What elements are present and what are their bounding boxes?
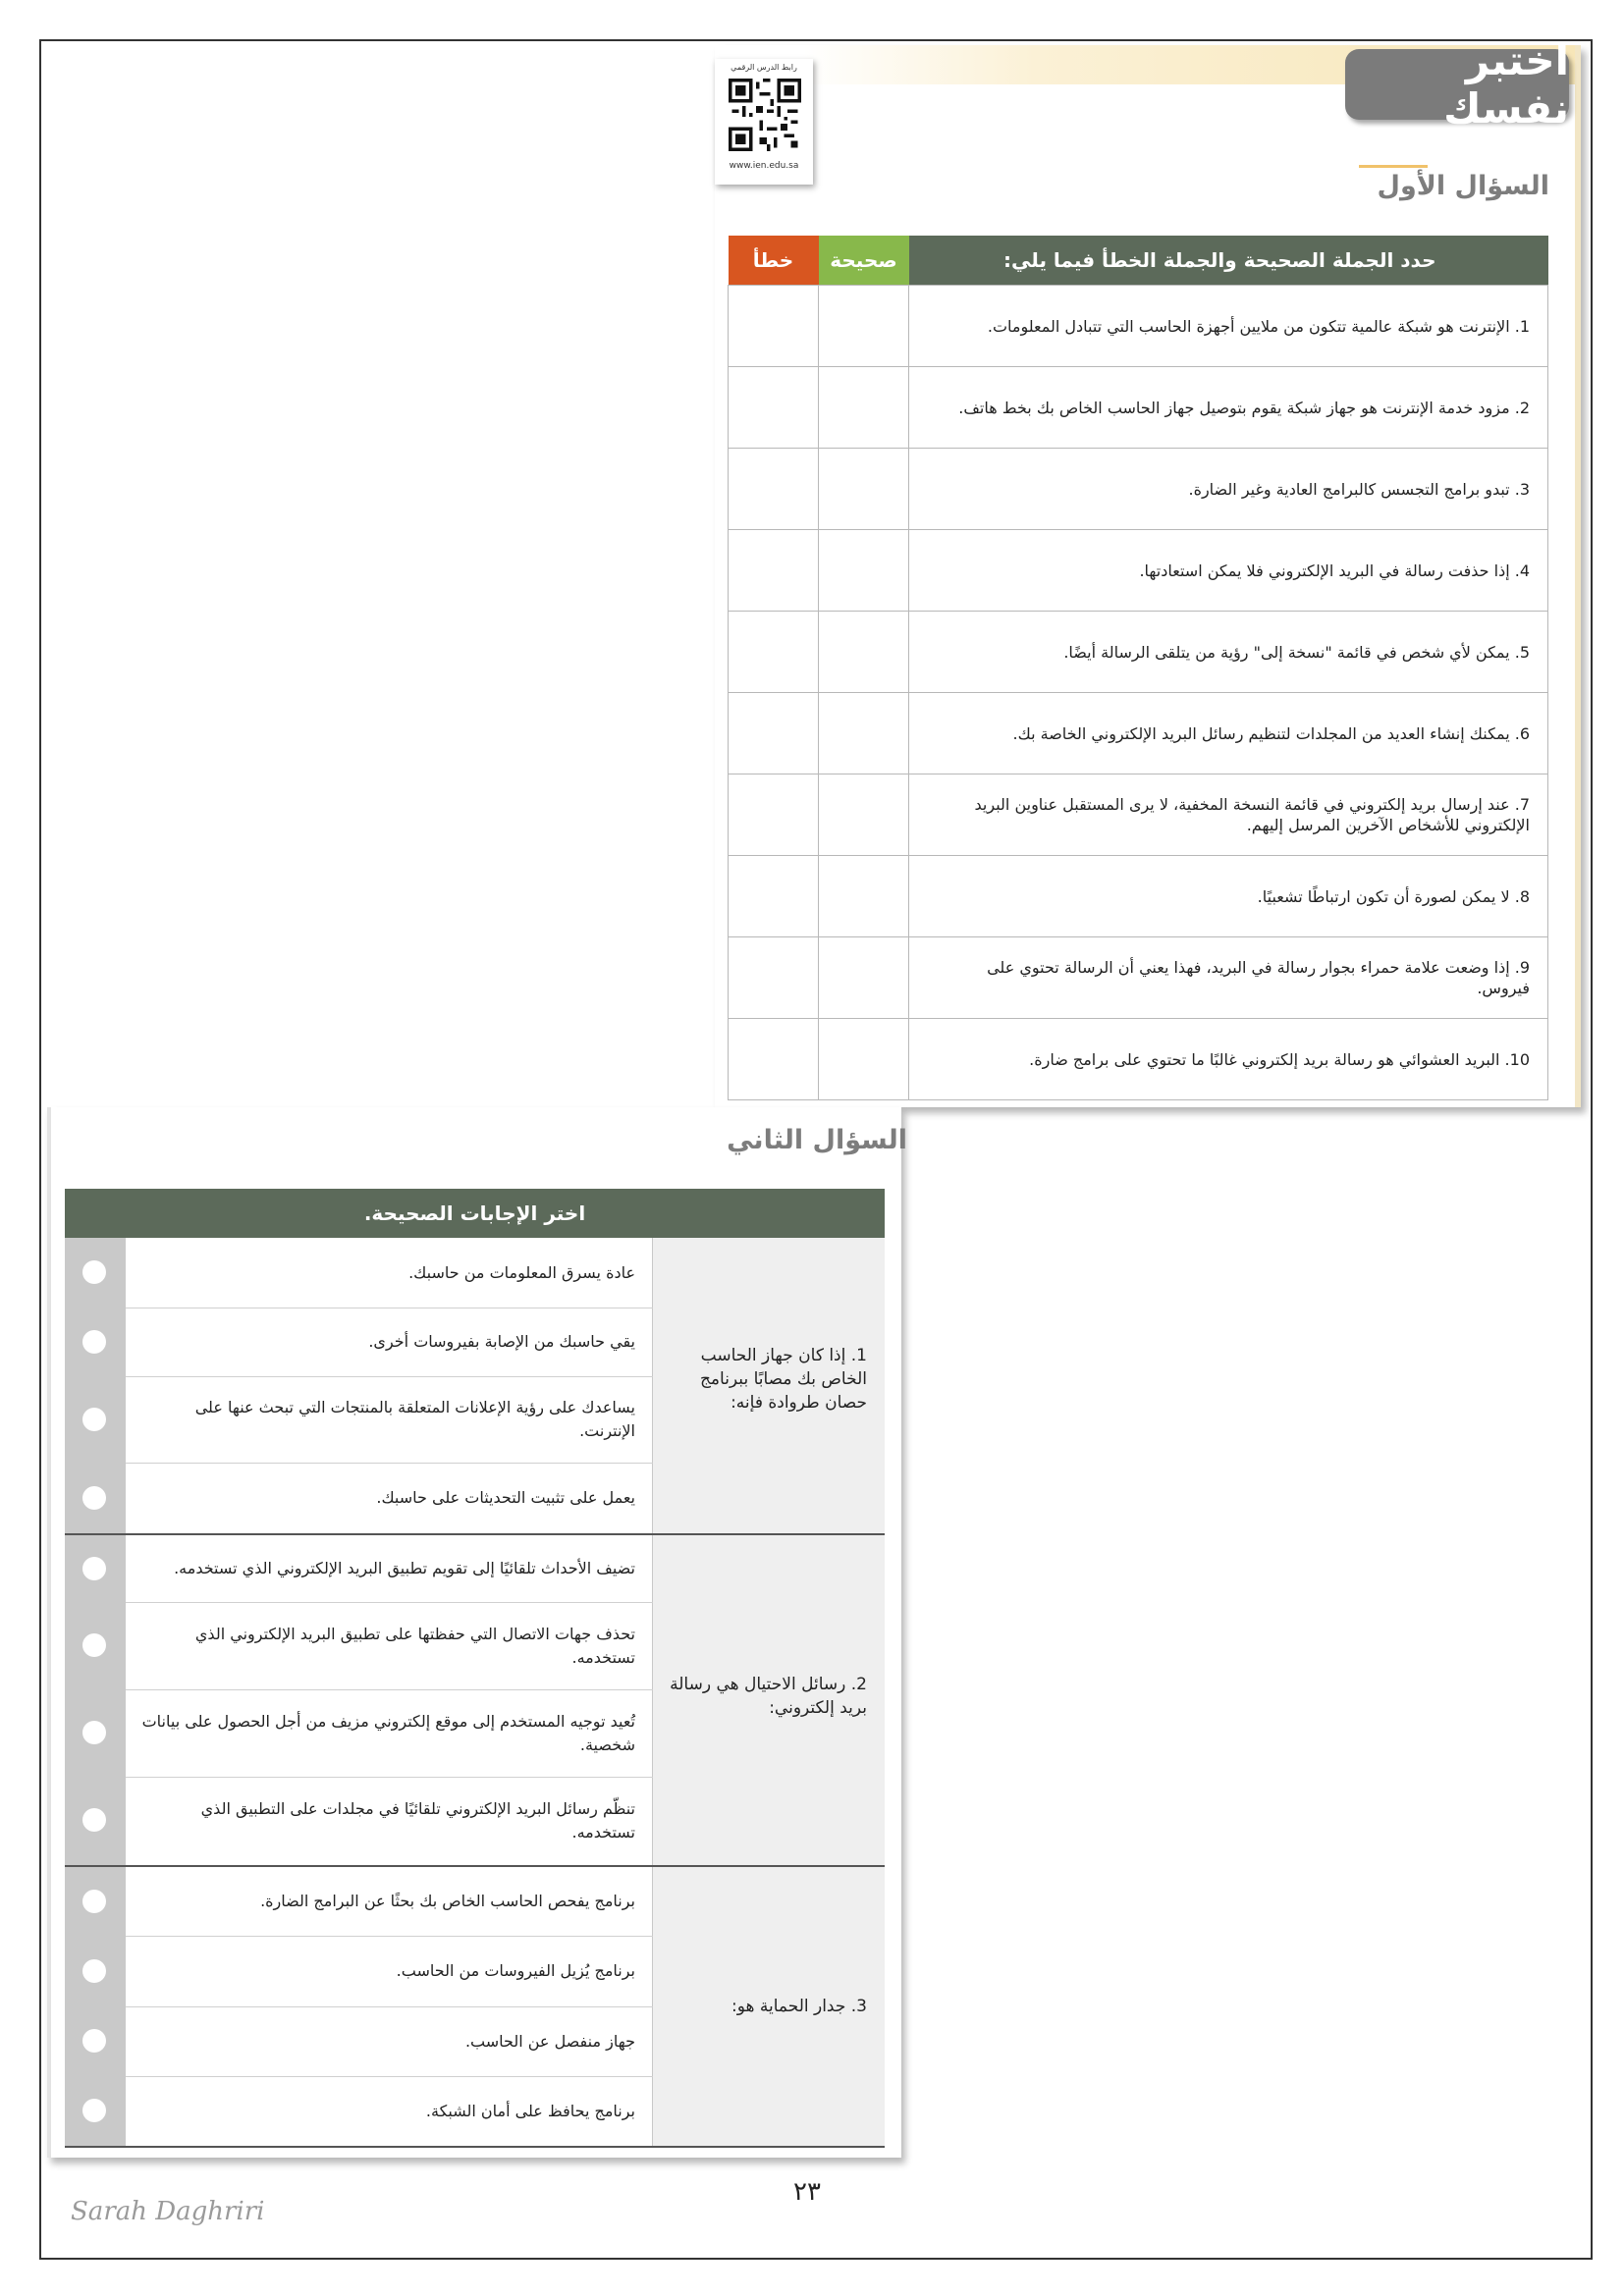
true-column-header: صحيحة [819, 236, 909, 286]
statement-text: 7. عند إرسال بريد إلكتروني في قائمة النسخة المخفية، لا يرى المستقبل عناوين البريد الإلكتروني للأشخاص الآخرين المرسل إليهم. [909, 774, 1548, 856]
true-answer-cell[interactable] [819, 937, 909, 1019]
group-separator [65, 2146, 885, 2148]
true-answer-cell[interactable] [819, 612, 909, 693]
statement-text: 4. إذا حذفت رسالة في البريد الإلكتروني فلا يمكن استعادتها. [909, 530, 1548, 612]
table-row [729, 1019, 1548, 1100]
question-group-2 [65, 1535, 885, 1865]
instruction-header: حدد الجملة الصحيحة والجملة الخطأ فيما يلي: [909, 236, 1548, 286]
answer-option[interactable]: يعمل على تثبيت التحديثات على حاسبك. [376, 1488, 635, 1507]
answer-option[interactable]: برنامج يفحص الحاسب الخاص بك بحثًا عن البرامج الضارة. [260, 1892, 635, 1910]
true-answer-cell[interactable] [819, 367, 909, 449]
page-title: اختبر نفسك [1345, 49, 1569, 120]
question2-instruction: اختر الإجابات الصحيحة. [65, 1189, 885, 1238]
group-question-text: 1. إذا كان جهاز الحاسب الخاص بك مصابًا ببرنامج حصان طروادة فإنه: [699, 1346, 867, 1413]
radio-button[interactable] [82, 1808, 106, 1832]
radio-button[interactable] [82, 1486, 106, 1510]
false-answer-cell[interactable] [729, 612, 819, 693]
question2-title: السؤال الثاني [727, 1125, 907, 1155]
true-answer-cell[interactable] [819, 856, 909, 937]
answer-option[interactable]: عادة يسرق المعلومات من حاسبك. [408, 1262, 635, 1282]
group-question-text: 3. جدار الحماية هو: [731, 1997, 867, 2016]
answer-option[interactable]: تنظّم رسائل البريد الإلكتروني تلقائيًا في مجلدات على التطبيق الذي تستخدمه. [200, 1799, 635, 1842]
false-answer-cell[interactable] [729, 856, 819, 937]
page-number: ٢٣ [793, 2177, 821, 2207]
table-row [729, 774, 1548, 856]
statement-text: 10. البريد العشوائي هو رسالة بريد إلكتروني غالبًا ما تحتوي على برامج ضارة. [909, 1019, 1548, 1100]
group-question-cell [652, 1535, 885, 1865]
false-column-header: خطأ [729, 236, 819, 286]
answer-option[interactable]: يساعدك على رؤية الإعلانات المتعلقة بالمنتجات التي تبحث عنها على الإنترنت. [194, 1398, 635, 1440]
radio-button[interactable] [82, 1260, 106, 1284]
statement-text: 6. يمكنك إنشاء العديد من المجلدات لتنظيم رسائل البريد الإلكتروني الخاصة بك. [909, 693, 1548, 774]
statement-text: 9. إذا وضعت علامة حمراء بجوار رسالة في البريد، فهذا يعني أن الرسالة تحتوي على فيروس. [909, 937, 1548, 1019]
answer-option[interactable]: يقي حاسبك من الإصابة بفيروسات أخرى. [368, 1332, 635, 1351]
question1-title: السؤال الأول [1377, 171, 1549, 201]
group-question-cell [652, 1238, 885, 1533]
false-answer-cell[interactable] [729, 449, 819, 530]
table-row [729, 856, 1548, 937]
table-header-row [729, 236, 1548, 286]
false-answer-cell[interactable] [729, 693, 819, 774]
title-underline [1359, 165, 1428, 168]
true-answer-cell[interactable] [819, 530, 909, 612]
radio-button[interactable] [82, 2099, 106, 2122]
qr-url[interactable]: www.ien.edu.sa [729, 161, 799, 171]
radio-button[interactable] [82, 1330, 106, 1354]
answer-option[interactable]: تضيف الأحداث تلقائيًا إلى تقويم تطبيق البريد الإلكتروني الذي تستخدمه. [174, 1559, 635, 1577]
radio-button[interactable] [82, 2029, 106, 2053]
answer-option[interactable]: برنامج يُزيل الفيروسات من الحاسب. [396, 1961, 635, 1980]
false-answer-cell[interactable] [729, 774, 819, 856]
table-row [729, 367, 1548, 449]
question-group-1 [65, 1238, 885, 1533]
question2-panel [47, 1107, 907, 2158]
true-answer-cell[interactable] [819, 449, 909, 530]
qr-card[interactable] [715, 59, 813, 185]
statement-text: 1. الإنترنت هو شبكة عالمية تتكون من ملايين أجهزة الحاسب التي تتبادل المعلومات. [909, 286, 1548, 367]
table-row [729, 693, 1548, 774]
answer-option[interactable]: برنامج يحافظ على أمان الشبكة. [425, 2101, 635, 2120]
statement-text: 5. يمكن لأي شخص في قائمة "نسخة إلى" رؤية من يتلقى الرسالة أيضًا. [909, 612, 1548, 693]
false-answer-cell[interactable] [729, 1019, 819, 1100]
radio-button[interactable] [82, 1633, 106, 1657]
qr-code-icon [729, 79, 801, 151]
question1-panel [715, 36, 1581, 1107]
qr-caption: رابط الدرس الرقمي [731, 63, 797, 72]
answer-option[interactable]: تحذف جهات الاتصال التي حفظتها على تطبيق البريد الإلكتروني الذي تستخدمه. [194, 1624, 635, 1667]
table-row [729, 530, 1548, 612]
statement-text: 8. لا يمكن لصورة أن تكون ارتباطًا تشعبيًا. [909, 856, 1548, 937]
radio-button[interactable] [82, 1408, 106, 1431]
true-answer-cell[interactable] [819, 1019, 909, 1100]
statement-text: 2. مزود خدمة الإنترنت هو جهاز شبكة يقوم بتوصيل جهاز الحاسب الخاص بك بخط هاتف. [909, 367, 1548, 449]
radio-button[interactable] [82, 1721, 106, 1744]
table-row [729, 286, 1548, 367]
table-row [729, 612, 1548, 693]
radio-button[interactable] [82, 1890, 106, 1913]
radio-button[interactable] [82, 1557, 106, 1580]
false-answer-cell[interactable] [729, 367, 819, 449]
radio-button[interactable] [82, 1959, 106, 1983]
group-question-text: 2. رسائل الاحتيال هي رسالة بريد إلكتروني: [670, 1675, 867, 1718]
true-false-table [728, 236, 1548, 1100]
group-question-cell [652, 1867, 885, 2146]
answer-option[interactable]: جهاز منفصل عن الحاسب. [464, 2031, 635, 2051]
answer-option[interactable]: تُعيد توجيه المستخدم إلى موقع إلكتروني مزيف من أجل الحصول على بيانات شخصية. [141, 1711, 635, 1754]
statement-text: 3. تبدو برامج التجسس كالبرامج العادية وغير الضارة. [909, 449, 1548, 530]
true-answer-cell[interactable] [819, 693, 909, 774]
false-answer-cell[interactable] [729, 286, 819, 367]
false-answer-cell[interactable] [729, 937, 819, 1019]
question-group-3 [65, 1867, 885, 2146]
signature: Sarah Daghriri [71, 2197, 265, 2226]
table-row [729, 449, 1548, 530]
table-row [729, 937, 1548, 1019]
true-answer-cell[interactable] [819, 774, 909, 856]
true-answer-cell[interactable] [819, 286, 909, 367]
false-answer-cell[interactable] [729, 530, 819, 612]
